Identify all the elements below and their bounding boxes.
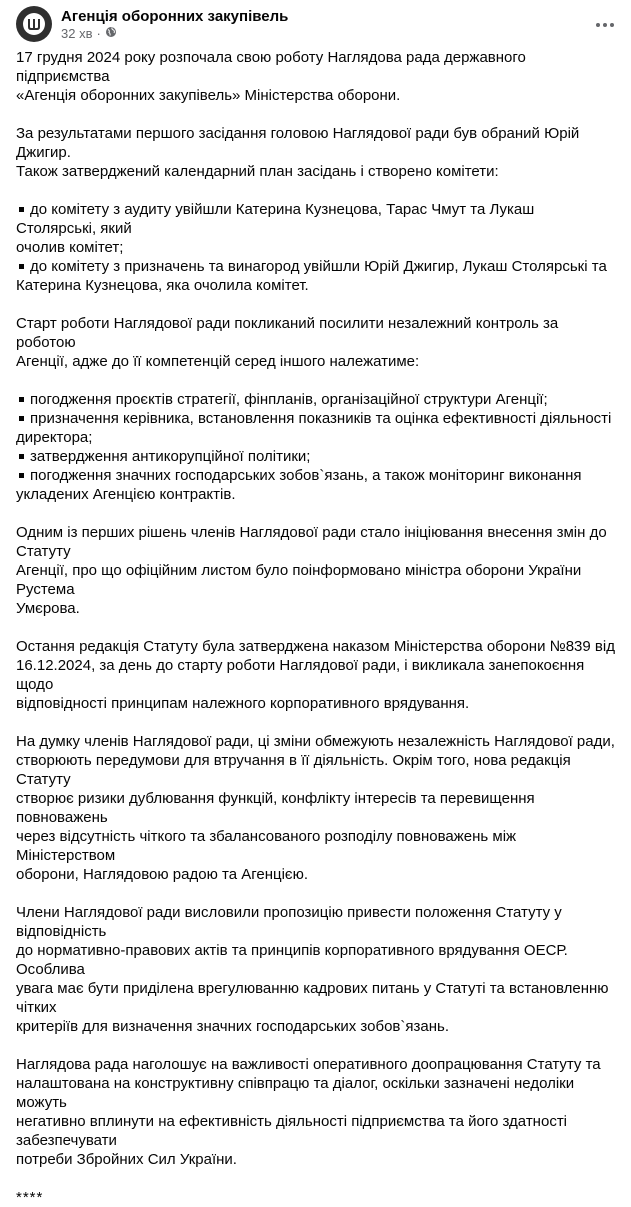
bullet-list xyxy=(16,390,618,504)
text-line: через відсутність чіткого та збалансованого розподілу повноважень між Міністерством xyxy=(16,828,517,864)
text-line: оборони, Наглядовою радою та Агенцією. xyxy=(16,866,308,883)
text-line: Умєрова. xyxy=(16,600,80,617)
post-time[interactable]: 32 хв xyxy=(61,25,93,41)
post-text xyxy=(16,48,618,1207)
bullet-item xyxy=(16,447,618,466)
bullet-text: погодження проєктів стратегії, фінпланів, організаційної структури Агенції; xyxy=(30,391,548,408)
text-line: Агенції, про що офіційним листом було поінформовано міністра оборони України Рустема xyxy=(16,562,582,598)
text-line: Одним із перших рішень членів Наглядової ради стало ініціювання внесення змін до Статуту xyxy=(16,524,607,560)
more-dots-icon xyxy=(595,15,615,33)
text-line: Старт роботи Наглядової ради покликаний посилити незалежний контроль за роботою xyxy=(16,315,559,351)
page-name-link[interactable]: Агенція оборонних закупівель xyxy=(61,7,289,25)
square-bullet-icon xyxy=(19,473,24,478)
square-bullet-icon xyxy=(19,454,24,459)
text-line: Члени Наглядової ради висловили пропозицію привести положення Статуту у відповідність xyxy=(16,904,562,940)
globe-icon xyxy=(105,26,117,42)
post-paragraph xyxy=(16,903,618,1036)
bullet-text: укладених Агенцією контрактів. xyxy=(16,486,236,503)
bullet-text: затвердження антикорупційної політики; xyxy=(30,448,311,465)
text-line: створює ризики дублювання функцій, конфлікту інтересів та перевищення повноважень xyxy=(16,790,535,826)
text-line: На думку членів Наглядової ради, ці зміни обмежують незалежність Наглядової ради, xyxy=(16,733,615,750)
page-avatar[interactable] xyxy=(16,6,52,42)
text-line: 17 грудня 2024 року розпочала свою роботу Наглядова рада державного підприємства xyxy=(16,49,526,85)
agency-logo-icon xyxy=(23,13,45,35)
square-bullet-icon xyxy=(19,207,24,212)
square-bullet-icon xyxy=(19,397,24,402)
post-paragraph xyxy=(16,48,618,105)
text-line: Також затверджений календарний план засідань і створено комітети: xyxy=(16,163,499,180)
bullet-text: погодження значних господарських зобов`язань, а також моніторинг виконання xyxy=(30,467,582,484)
bullet-text: Катерина Кузнецова, яка очолила комітет. xyxy=(16,277,309,294)
text-line: Наглядова рада наголошує на важливості оперативного доопрацювання Статуту та xyxy=(16,1056,601,1073)
bullet-item xyxy=(16,409,618,447)
text-line: увага має бути приділена врегулюванню кадрових питань у Статуті та встановленню чітких xyxy=(16,980,609,1016)
text-line: налаштована на конструктивну співпрацю та діалог, оскільки зазначені недоліки можуть xyxy=(16,1075,575,1111)
square-bullet-icon xyxy=(19,416,24,421)
bullet-item xyxy=(16,390,618,409)
text-line: «Агенція оборонних закупівель» Міністерства оборони. xyxy=(16,87,401,104)
text-line: Остання редакція Статуту була затверджена наказом Міністерства оборони №839 від xyxy=(16,638,615,655)
post-paragraph xyxy=(16,314,618,371)
bullet-text: директора; xyxy=(16,429,93,446)
post-paragraph xyxy=(16,523,618,618)
post-paragraph xyxy=(16,637,618,713)
text-line: створюють передумови для втручання в її діяльність. Окрім того, нова редакція Статуту xyxy=(16,752,571,788)
bullet-text: до комітету з аудиту увійшли Катерина Кузнецова, Тарас Чмут та Лукаш Столярські, який xyxy=(16,201,535,237)
text-line: відповідності принципам належного корпоративного врядування. xyxy=(16,695,470,712)
post-header xyxy=(16,0,617,46)
post-paragraph xyxy=(16,124,618,181)
more-options-button[interactable] xyxy=(587,6,623,42)
bullet-text: призначення керівника, встановлення показників та оцінка ефективності діяльності xyxy=(30,410,612,427)
text-line: Агенції, адже до її компетенцій серед іншого належатиме: xyxy=(16,353,420,370)
text-line: критеріїв для визначення значних господарських зобов`язань. xyxy=(16,1018,449,1035)
bullet-item xyxy=(16,257,618,295)
square-bullet-icon xyxy=(19,264,24,269)
header-text xyxy=(61,7,288,42)
bullet-list xyxy=(16,200,618,295)
post-paragraph xyxy=(16,732,618,884)
bullet-item xyxy=(16,466,618,504)
post-meta xyxy=(61,26,288,42)
text-line: За результатами першого засідання головою Наглядової ради був обраний Юрій Джигир. xyxy=(16,125,580,161)
bullet-item xyxy=(16,200,618,257)
bullet-text: до комітету з призначень та винагород увійшли Юрій Джигир, Лукаш Столярські та xyxy=(30,258,607,275)
post-ending: **** xyxy=(16,1189,44,1206)
text-line: 16.12.2024, за день до старту роботи Наглядової ради, і викликала занепокоєння щодо xyxy=(16,657,585,693)
post-paragraph xyxy=(16,1055,618,1169)
text-line: потреби Збройних Сил України. xyxy=(16,1151,237,1168)
bullet-text: очолив комітет; xyxy=(16,239,124,256)
meta-separator: · xyxy=(96,25,101,41)
text-line: негативно вплинути на ефективність діяльності підприємства та його здатності забезпечувати xyxy=(16,1113,568,1149)
text-line: до нормативно-правових актів та принципів корпоративного врядування ОЕСР. Особлива xyxy=(16,942,568,978)
